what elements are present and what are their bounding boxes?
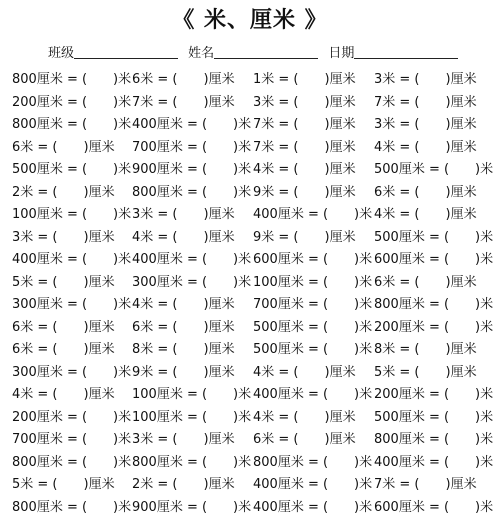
problem-cell[interactable]: 100厘米 = ( )米	[12, 204, 132, 227]
problem-cell[interactable]: 900厘米 = ( )米	[132, 159, 253, 182]
name-label: 姓名	[188, 44, 214, 64]
problem-cell[interactable]: 300厘米 = ( )米	[12, 362, 132, 385]
problem-cell[interactable]: 500厘米 = ( )米	[253, 317, 374, 340]
problem-cell[interactable]: 4米 = ( )厘米	[12, 384, 132, 407]
problem-cell[interactable]: 6米 = ( )厘米	[12, 339, 132, 362]
problem-cell[interactable]: 6米 = ( )厘米	[374, 272, 494, 295]
problem-cell[interactable]: 400厘米 = ( )米	[132, 114, 253, 137]
problem-cell[interactable]: 400厘米 = ( )米	[12, 249, 132, 272]
problem-cell[interactable]: 700厘米 = ( )米	[12, 429, 132, 452]
problem-cell[interactable]: 500厘米 = ( )米	[374, 407, 494, 430]
problem-cell[interactable]: 4米 = ( )厘米	[374, 204, 494, 227]
date-blank[interactable]	[354, 44, 458, 59]
problem-cell[interactable]: 2米 = ( )厘米	[12, 182, 132, 205]
problem-cell[interactable]: 100厘米 = ( )米	[253, 272, 374, 295]
problem-cell[interactable]: 500厘米 = ( )米	[374, 159, 494, 182]
problem-cell[interactable]: 4米 = ( )厘米	[374, 137, 494, 160]
problem-cell[interactable]: 4米 = ( )厘米	[132, 294, 253, 317]
student-info-header	[48, 44, 458, 64]
name-blank[interactable]	[214, 44, 318, 59]
problem-cell[interactable]: 400厘米 = ( )米	[253, 474, 374, 497]
problem-cell[interactable]: 4米 = ( )厘米	[253, 159, 374, 182]
class-blank[interactable]	[74, 44, 178, 59]
problem-cell[interactable]: 200厘米 = ( )米	[374, 384, 494, 407]
problem-cell[interactable]: 200厘米 = ( )米	[12, 407, 132, 430]
problem-cell[interactable]: 5米 = ( )厘米	[12, 272, 132, 295]
problem-cell[interactable]: 9米 = ( )厘米	[253, 227, 374, 250]
problem-cell[interactable]: 8米 = ( )厘米	[132, 339, 253, 362]
problem-cell[interactable]: 7米 = ( )厘米	[374, 474, 494, 497]
problem-cell[interactable]: 7米 = ( )厘米	[253, 137, 374, 160]
problem-cell[interactable]: 100厘米 = ( )米	[132, 407, 253, 430]
problem-cell[interactable]: 9米 = ( )厘米	[253, 182, 374, 205]
problem-cell[interactable]: 800厘米 = ( )米	[12, 497, 132, 519]
problem-cell[interactable]: 800厘米 = ( )米	[12, 452, 132, 475]
problem-cell[interactable]: 6米 = ( )厘米	[132, 69, 253, 92]
problem-cell[interactable]: 800厘米 = ( )米	[12, 114, 132, 137]
problem-cell[interactable]: 1米 = ( )厘米	[253, 69, 374, 92]
problem-cell[interactable]: 7米 = ( )厘米	[132, 92, 253, 115]
problem-cell[interactable]: 7米 = ( )厘米	[253, 114, 374, 137]
problem-cell[interactable]: 800厘米 = ( )米	[132, 182, 253, 205]
problem-cell[interactable]: 400厘米 = ( )米	[374, 452, 494, 475]
class-label: 班级	[48, 44, 74, 64]
problem-cell[interactable]: 400厘米 = ( )米	[253, 497, 374, 519]
problem-cell[interactable]: 6米 = ( )厘米	[253, 429, 374, 452]
problem-cell[interactable]: 500厘米 = ( )米	[253, 339, 374, 362]
problem-cell[interactable]: 600厘米 = ( )米	[253, 249, 374, 272]
problem-cell[interactable]: 400厘米 = ( )米	[132, 249, 253, 272]
problem-cell[interactable]: 400厘米 = ( )米	[253, 204, 374, 227]
problem-cell[interactable]: 200厘米 = ( )米	[374, 317, 494, 340]
problem-cell[interactable]: 6米 = ( )厘米	[374, 182, 494, 205]
problem-cell[interactable]: 700厘米 = ( )米	[253, 294, 374, 317]
problem-cell[interactable]: 3米 = ( )厘米	[132, 429, 253, 452]
problem-cell[interactable]: 8米 = ( )厘米	[374, 339, 494, 362]
problem-cell[interactable]: 900厘米 = ( )米	[132, 497, 253, 519]
problem-cell[interactable]: 3米 = ( )厘米	[12, 227, 132, 250]
problem-cell[interactable]: 500厘米 = ( )米	[374, 227, 494, 250]
problem-cell[interactable]: 800厘米 = ( )米	[12, 69, 132, 92]
problem-cell[interactable]: 6米 = ( )厘米	[12, 317, 132, 340]
date-label: 日期	[328, 44, 354, 64]
problem-cell[interactable]: 500厘米 = ( )米	[12, 159, 132, 182]
problem-cell[interactable]: 3米 = ( )厘米	[374, 114, 494, 137]
problem-cell[interactable]: 4米 = ( )厘米	[253, 407, 374, 430]
problem-cell[interactable]: 700厘米 = ( )米	[132, 137, 253, 160]
problem-cell[interactable]: 300厘米 = ( )米	[132, 272, 253, 295]
worksheet-title: 《 米、厘米 》	[0, 6, 500, 36]
problem-cell[interactable]: 800厘米 = ( )米	[132, 452, 253, 475]
problem-cell[interactable]: 100厘米 = ( )米	[132, 384, 253, 407]
problem-cell[interactable]: 2米 = ( )厘米	[132, 474, 253, 497]
problem-cell[interactable]: 6米 = ( )厘米	[132, 317, 253, 340]
conversion-problems-grid	[12, 69, 500, 519]
problem-cell[interactable]: 9米 = ( )厘米	[132, 362, 253, 385]
problem-cell[interactable]: 400厘米 = ( )米	[253, 384, 374, 407]
problem-cell[interactable]: 800厘米 = ( )米	[253, 452, 374, 475]
problem-cell[interactable]: 3米 = ( )厘米	[132, 204, 253, 227]
problem-cell[interactable]: 800厘米 = ( )米	[374, 429, 494, 452]
problem-cell[interactable]: 300厘米 = ( )米	[12, 294, 132, 317]
problem-cell[interactable]: 200厘米 = ( )米	[12, 92, 132, 115]
problem-cell[interactable]: 3米 = ( )厘米	[374, 69, 494, 92]
problem-cell[interactable]: 600厘米 = ( )米	[374, 249, 494, 272]
problem-cell[interactable]: 600厘米 = ( )米	[374, 497, 494, 519]
problem-cell[interactable]: 7米 = ( )厘米	[374, 92, 494, 115]
problem-cell[interactable]: 3米 = ( )厘米	[253, 92, 374, 115]
problem-cell[interactable]: 4米 = ( )厘米	[253, 362, 374, 385]
problem-cell[interactable]: 6米 = ( )厘米	[12, 137, 132, 160]
problem-cell[interactable]: 5米 = ( )厘米	[374, 362, 494, 385]
problem-cell[interactable]: 800厘米 = ( )米	[374, 294, 494, 317]
problem-cell[interactable]: 4米 = ( )厘米	[132, 227, 253, 250]
problem-cell[interactable]: 5米 = ( )厘米	[12, 474, 132, 497]
